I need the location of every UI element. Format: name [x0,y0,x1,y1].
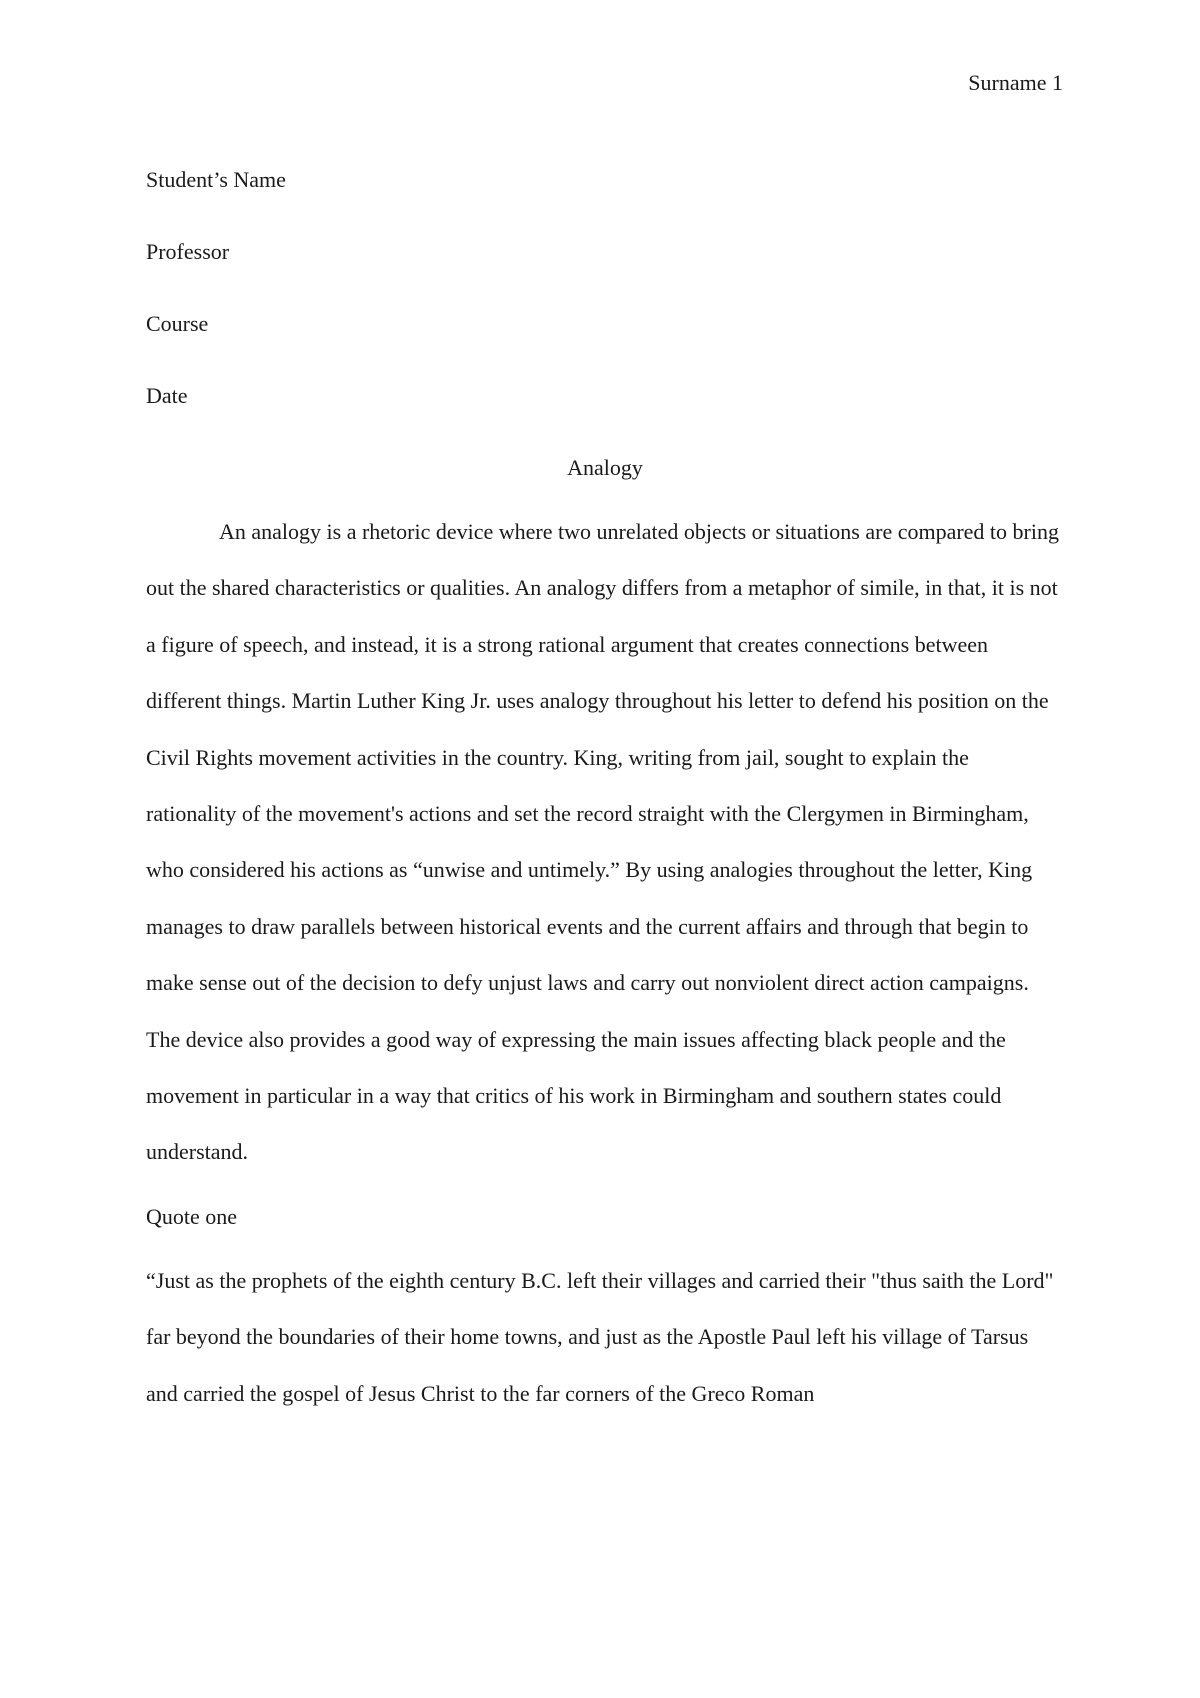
running-head: Surname 1 [968,70,1063,95]
body-paragraph-container [146,504,1064,1181]
date: Date [146,383,188,408]
quote-label: Quote one [146,1203,238,1229]
professor-name: Professor [146,239,230,264]
document-body [146,144,1064,1422]
essay-title: Analogy [567,455,643,480]
quote-container [146,1253,1064,1422]
quote-text: “Just as the prophets of the eighth century B.C. left their villages and carried their "thus saith the Lord" far beyond the boundaries of their home towns, and just as the Apostle Paul left his village of Tarsus and carried the gospel of Jesus Christ to the far corners of the Greco Roman [146,1267,1054,1406]
course-name: Course [146,311,209,336]
student-name: Student’s Name [146,167,286,192]
body-paragraph-1: An analogy is a rhetoric device where two unrelated objects or situations are compared to bring out the shared characteristics or qualities. An analogy differs from a metaphor of simile, in that, it is not a figure of speech, and instead, it is a strong rational argument that creates connections between different things. Martin Luther King Jr. uses analogy throughout his letter to defend his position on the Civil Rights movement activities in the country. King, writing from jail, sought to explain the rationality of the movement's actions and set the record straight with the Clergymen in Birmingham, who considered his actions as “unwise and untimely.” By using analogies throughout the letter, King manages to draw parallels between historical events and the current affairs and through that begin to make sense out of the decision to defy unjust laws and carry out nonviolent direct action campaigns. The device also provides a good way of expressing the main issues affecting black people and the movement in particular in a way that critics of his work in Birmingham and southern states could understand. [146,519,1059,1165]
